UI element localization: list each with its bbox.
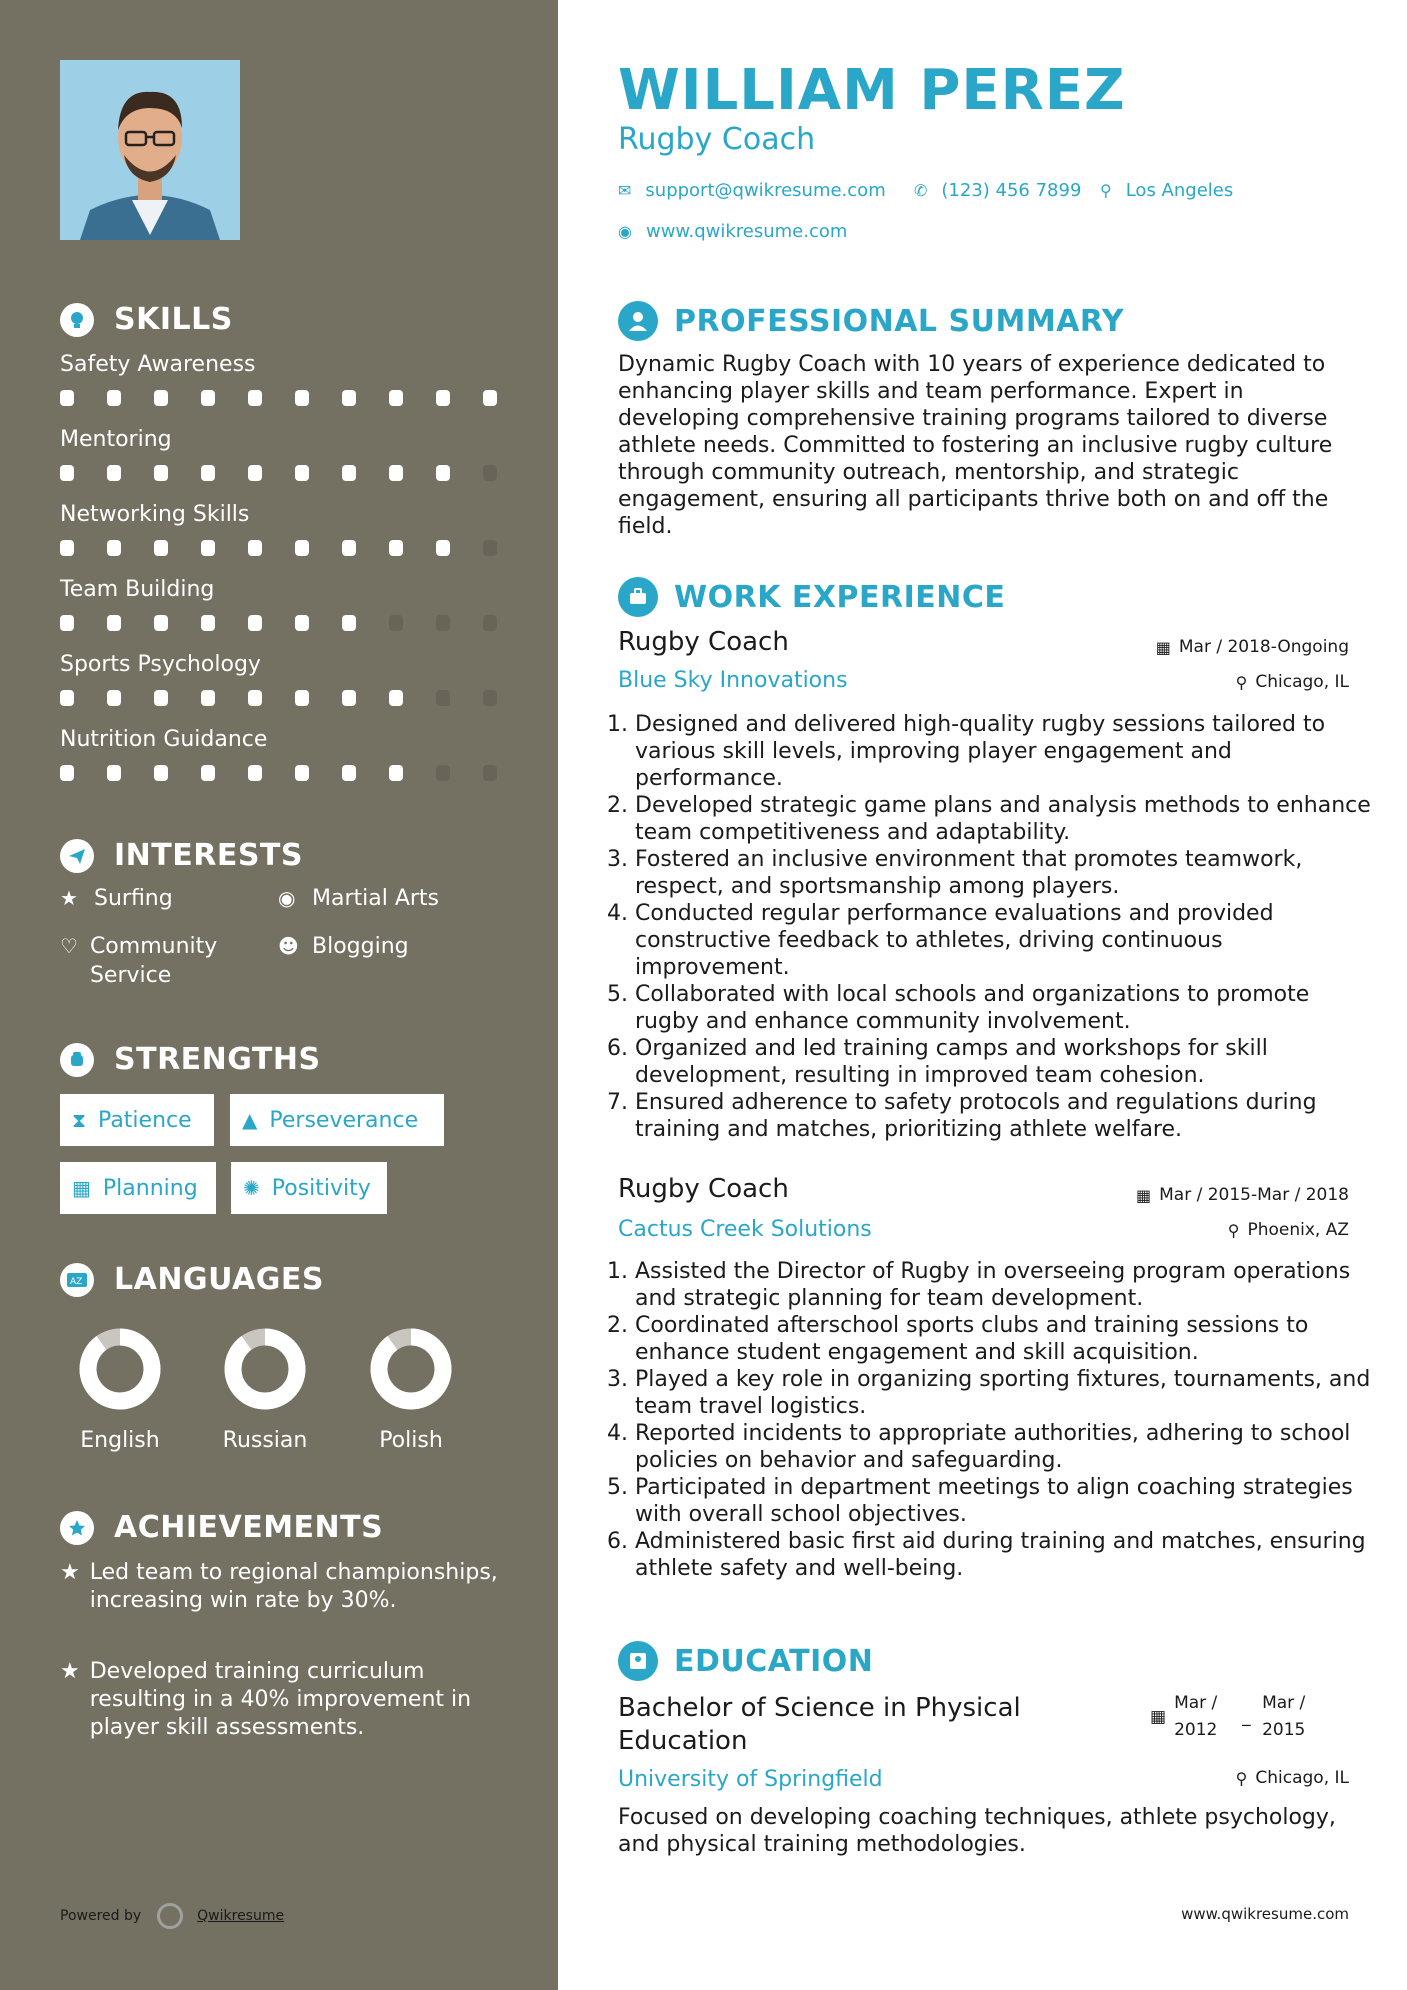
date-separator: _ xyxy=(1242,1707,1251,1727)
skill-name: Networking Skills xyxy=(60,502,250,527)
skill-rating-dot xyxy=(60,390,74,406)
achievement-item xyxy=(60,1559,500,1615)
skill-rating-dot xyxy=(389,690,403,706)
profile-photo xyxy=(60,60,240,240)
skill-rating-dot xyxy=(201,465,215,481)
interest-item-martial-arts xyxy=(278,884,439,913)
language-label: Russian xyxy=(222,1428,308,1453)
skill-rating-dot xyxy=(342,690,356,706)
language-russian xyxy=(200,1324,330,1453)
interests-title: INTERESTS xyxy=(114,838,303,873)
candidate-name: WILLIAM PEREZ xyxy=(618,58,1126,123)
job-company: Blue Sky Innovations xyxy=(618,668,848,693)
skill-rating-dot xyxy=(107,765,121,781)
skill-rating-dot xyxy=(201,690,215,706)
users-icon: ☻ xyxy=(278,934,299,958)
language-english xyxy=(55,1324,185,1453)
interest-label: Surfing xyxy=(94,886,173,911)
dates-text: Mar / 2018-Ongoing xyxy=(1178,637,1349,657)
globe-icon: ◉ xyxy=(278,886,296,910)
strength-label: Positivity xyxy=(271,1175,371,1201)
skill-rating-dot xyxy=(201,390,215,406)
job-dates xyxy=(1136,1185,1349,1205)
calendar-icon: ▦ xyxy=(1155,637,1171,657)
pin-icon: ⚲ xyxy=(1235,672,1248,692)
skill-rating-dot xyxy=(248,390,262,406)
user-icon xyxy=(618,301,658,341)
location-text: Chicago, IL xyxy=(1255,1768,1349,1788)
skills-title: SKILLS xyxy=(114,302,233,337)
job-bullet: 6. Administered basic first aid during training and matches, ensuring athlete safety and well-being. xyxy=(635,1528,1375,1582)
language-icon xyxy=(60,1263,94,1297)
fist-icon xyxy=(60,1043,94,1077)
interest-label: Martial Arts xyxy=(312,886,440,911)
education-dates xyxy=(1150,1690,1322,1744)
skill-name: Sports Psychology xyxy=(60,652,261,677)
summary-heading xyxy=(618,301,1124,341)
calendar-icon: ▦ xyxy=(1150,1707,1167,1727)
pin-icon: ⚲ xyxy=(1235,1768,1248,1788)
skill-rating-dot xyxy=(436,765,450,781)
skill-rating-dot xyxy=(483,690,497,706)
achievements-heading xyxy=(60,1510,383,1545)
road-icon: ▲ xyxy=(242,1108,258,1132)
job-bullet: 6. Organized and led training camps and workshops for skill development, resulting in improved team cohesion. xyxy=(635,1035,1375,1089)
skill-rating-dot xyxy=(483,765,497,781)
skill-rating-dot xyxy=(107,390,121,406)
job-bullet: 4. Reported incidents to appropriate authorities, adhering to school policies on behavior and safeguarding. xyxy=(635,1420,1375,1474)
skill-rating-dot xyxy=(201,540,215,556)
globe-icon: ◉ xyxy=(618,222,632,241)
education-description: Focused on developing coaching techniques, athlete psychology, and physical training methodologies. xyxy=(618,1805,1336,1857)
strength-label: Perseverance xyxy=(269,1107,419,1133)
skill-rating-dot xyxy=(154,765,168,781)
contact-website[interactable] xyxy=(618,221,847,242)
job-bullet: 4. Conducted regular performance evaluations and provided constructive feedback to athletes, driving continuous improvement. xyxy=(635,900,1375,981)
hourglass-icon: ⧗ xyxy=(72,1108,87,1132)
skill-rating-dot xyxy=(483,390,497,406)
skill-rating-dot xyxy=(342,540,356,556)
skill-rating-dot xyxy=(436,690,450,706)
skill-rating xyxy=(60,390,530,406)
skill-rating-dot xyxy=(248,540,262,556)
skill-rating-dot xyxy=(389,540,403,556)
strength-patience xyxy=(60,1094,214,1146)
language-label: Polish xyxy=(379,1428,443,1453)
skill-rating-dot xyxy=(436,540,450,556)
footer-url[interactable]: www.qwikresume.com xyxy=(1181,1905,1349,1923)
languages-title: LANGUAGES xyxy=(114,1262,324,1297)
skill-rating-dot xyxy=(248,615,262,631)
calendar-icon: ▦ xyxy=(1135,1185,1152,1205)
achievement-item xyxy=(60,1658,500,1742)
skill-rating xyxy=(60,690,530,706)
job-bullet: 5. Collaborated with local schools and organizations to promote rugby and enhance community involvement. xyxy=(635,981,1375,1035)
school-name: University of Springfield xyxy=(618,1767,883,1792)
experience-heading xyxy=(618,577,1005,617)
skill-rating-dot xyxy=(248,690,262,706)
end-date: Mar / 2015 xyxy=(1262,1693,1306,1740)
qwikresume-logo-icon xyxy=(157,1903,183,1929)
skill-rating-dot xyxy=(60,765,74,781)
skill-rating-dot xyxy=(60,540,74,556)
language-label: English xyxy=(80,1428,160,1453)
briefcase-icon xyxy=(618,577,658,617)
skill-rating-dot xyxy=(295,615,309,631)
gauge-fill xyxy=(379,1337,443,1401)
summary-text: Dynamic Rugby Coach with 10 years of experience dedicated to enhancing player skills and team performance. Expert in developing comprehensive training programs tailored to diverse athlete needs. Committed to fostering an inclusive rugby culture through community outreach, mentorship, and strategic engagement, ensuring all participants thrive both on and off the field. xyxy=(618,352,1333,539)
degree-title: Bachelor of Science in Physical Education xyxy=(618,1693,1021,1756)
contact-phone[interactable] xyxy=(914,180,1081,201)
skill-rating xyxy=(60,765,530,781)
strength-planning xyxy=(60,1162,216,1214)
interest-item-blogging xyxy=(278,932,409,961)
shooting-star-icon: ★ xyxy=(60,1560,80,1585)
graduation-icon xyxy=(618,1641,658,1681)
summary-title: PROFESSIONAL SUMMARY xyxy=(674,303,1125,339)
gauge-fill xyxy=(233,1337,297,1401)
skill-rating-dot xyxy=(154,465,168,481)
skill-rating-dot xyxy=(483,465,497,481)
languages-heading xyxy=(60,1262,324,1297)
strength-label: Planning xyxy=(102,1175,198,1201)
job-bullets xyxy=(612,1258,1375,1582)
job-title: Rugby Coach xyxy=(618,627,789,657)
skill-name: Safety Awareness xyxy=(60,352,256,377)
paper-plane-icon xyxy=(60,839,94,873)
language-gauge xyxy=(366,1324,456,1414)
brand-link[interactable]: Qwikresume xyxy=(197,1908,285,1924)
job-title: Rugby Coach xyxy=(618,1174,789,1204)
skill-rating-dot xyxy=(295,390,309,406)
trophy-icon xyxy=(60,1511,94,1545)
skill-rating-dot xyxy=(60,615,74,631)
job-location xyxy=(1228,1220,1349,1240)
skill-rating-dot xyxy=(436,465,450,481)
location-text: Los Angeles xyxy=(1125,180,1234,201)
candidate-role: Rugby Coach xyxy=(618,122,816,157)
powered-by xyxy=(60,1903,284,1929)
skill-rating-dot xyxy=(342,465,356,481)
svg-text:AZ: AZ xyxy=(70,1276,83,1287)
skill-rating-dot xyxy=(389,765,403,781)
sun-icon: ✺ xyxy=(243,1176,260,1200)
skill-rating xyxy=(60,540,530,556)
skill-rating-dot xyxy=(342,615,356,631)
skill-rating-dot xyxy=(342,390,356,406)
phone-text: (123) 456 7899 xyxy=(941,180,1082,201)
achievements-title: ACHIEVEMENTS xyxy=(114,1510,384,1545)
skill-rating-dot xyxy=(154,615,168,631)
interests-heading xyxy=(60,838,303,873)
skill-rating-dot xyxy=(201,765,215,781)
strength-perseverance xyxy=(230,1094,444,1146)
interest-item-surfing xyxy=(60,884,173,913)
skill-rating-dot xyxy=(154,690,168,706)
achievement-text: Led team to regional championships, increasing win rate by 30%. xyxy=(89,1560,498,1613)
map-pin-icon: ⚲ xyxy=(1100,181,1112,200)
interest-item-community-service xyxy=(60,932,250,990)
skill-rating xyxy=(60,465,530,481)
skill-rating-dot xyxy=(295,765,309,781)
job-bullet: 2. Coordinated afterschool sports clubs and training sessions to enhance student engagement and skill acquisition. xyxy=(635,1312,1375,1366)
language-polish xyxy=(346,1324,476,1453)
skill-rating-dot xyxy=(107,615,121,631)
job-company: Cactus Creek Solutions xyxy=(618,1217,872,1242)
calendar-icon: ▦ xyxy=(72,1176,91,1200)
shooting-star-icon: ★ xyxy=(60,1659,80,1684)
strength-label: Patience xyxy=(98,1107,192,1133)
interest-label: Community Service xyxy=(89,934,218,988)
education-title: EDUCATION xyxy=(674,1643,874,1679)
skill-rating-dot xyxy=(107,465,121,481)
skill-rating-dot xyxy=(154,540,168,556)
strengths-title: STRENGTHS xyxy=(114,1042,321,1077)
skill-rating-dot xyxy=(60,465,74,481)
achievement-text: Developed training curriculum resulting in a 40% improvement in player skill assessments. xyxy=(89,1659,472,1740)
lightbulb-icon xyxy=(60,303,94,337)
job-dates xyxy=(1156,637,1349,657)
strengths-heading xyxy=(60,1042,321,1077)
job-bullet: 1. Assisted the Director of Rugby in overseeing program operations and strategic planning for team development. xyxy=(635,1258,1375,1312)
skill-rating-dot xyxy=(154,390,168,406)
skill-rating-dot xyxy=(248,465,262,481)
sidebar xyxy=(0,0,558,1990)
skill-rating-dot xyxy=(60,690,74,706)
skill-name: Team Building xyxy=(60,577,215,602)
skill-rating-dot xyxy=(295,690,309,706)
location-text: Chicago, IL xyxy=(1255,672,1349,692)
skill-name: Nutrition Guidance xyxy=(60,727,268,752)
job-location xyxy=(1236,672,1349,692)
phone-icon: ✆ xyxy=(914,181,928,200)
skill-rating xyxy=(60,615,530,631)
experience-title: WORK EXPERIENCE xyxy=(674,579,1006,615)
contact-location xyxy=(1100,180,1233,201)
start-date: Mar / 2012 xyxy=(1174,1693,1218,1740)
skill-rating-dot xyxy=(436,615,450,631)
education-location xyxy=(1236,1768,1349,1788)
education-heading xyxy=(618,1641,873,1681)
skill-rating-dot xyxy=(107,540,121,556)
powered-by-label: Powered by xyxy=(60,1908,142,1924)
envelope-icon: ✉ xyxy=(618,181,632,200)
skill-rating-dot xyxy=(107,690,121,706)
skill-name: Mentoring xyxy=(60,427,172,452)
skill-rating-dot xyxy=(389,465,403,481)
skill-rating-dot xyxy=(483,615,497,631)
job-bullet: 3. Fostered an inclusive environment that promotes teamwork, respect, and sportsmanship among players. xyxy=(635,846,1375,900)
skill-rating-dot xyxy=(389,390,403,406)
skill-rating-dot xyxy=(389,615,403,631)
website-text: www.qwikresume.com xyxy=(645,221,848,242)
dates-text: Mar / 2015-Mar / 2018 xyxy=(1159,1185,1349,1205)
language-gauge xyxy=(220,1324,310,1414)
heart-icon: ♡ xyxy=(60,934,78,958)
job-bullet: 3. Played a key role in organizing sporting fixtures, tournaments, and team travel logistics. xyxy=(635,1366,1375,1420)
pin-icon: ⚲ xyxy=(1227,1220,1240,1240)
language-gauge xyxy=(75,1324,165,1414)
location-text: Phoenix, AZ xyxy=(1247,1220,1349,1240)
skill-rating-dot xyxy=(483,540,497,556)
skill-rating-dot xyxy=(342,765,356,781)
contact-email[interactable] xyxy=(618,180,886,201)
star-icon: ★ xyxy=(60,886,78,910)
gauge-fill xyxy=(88,1337,152,1401)
skills-heading xyxy=(60,302,233,337)
skill-rating-dot xyxy=(295,465,309,481)
job-bullet: 2. Developed strategic game plans and analysis methods to enhance team competitiveness and adaptability. xyxy=(635,792,1375,846)
interest-label: Blogging xyxy=(312,934,409,959)
job-bullets xyxy=(612,711,1375,1143)
skill-rating-dot xyxy=(248,765,262,781)
skill-rating-dot xyxy=(201,615,215,631)
email-text: support@qwikresume.com xyxy=(645,180,886,201)
strength-positivity xyxy=(231,1162,387,1214)
job-bullet: 1. Designed and delivered high-quality rugby sessions tailored to various skill levels, improving player engagement and performance. xyxy=(635,711,1375,792)
skill-rating-dot xyxy=(295,540,309,556)
skill-rating-dot xyxy=(436,390,450,406)
job-bullet: 7. Ensured adherence to safety protocols and regulations during training and matches, prioritizing athlete welfare. xyxy=(635,1089,1375,1143)
job-bullet: 5. Participated in department meetings to align coaching strategies with overall school objectives. xyxy=(635,1474,1375,1528)
